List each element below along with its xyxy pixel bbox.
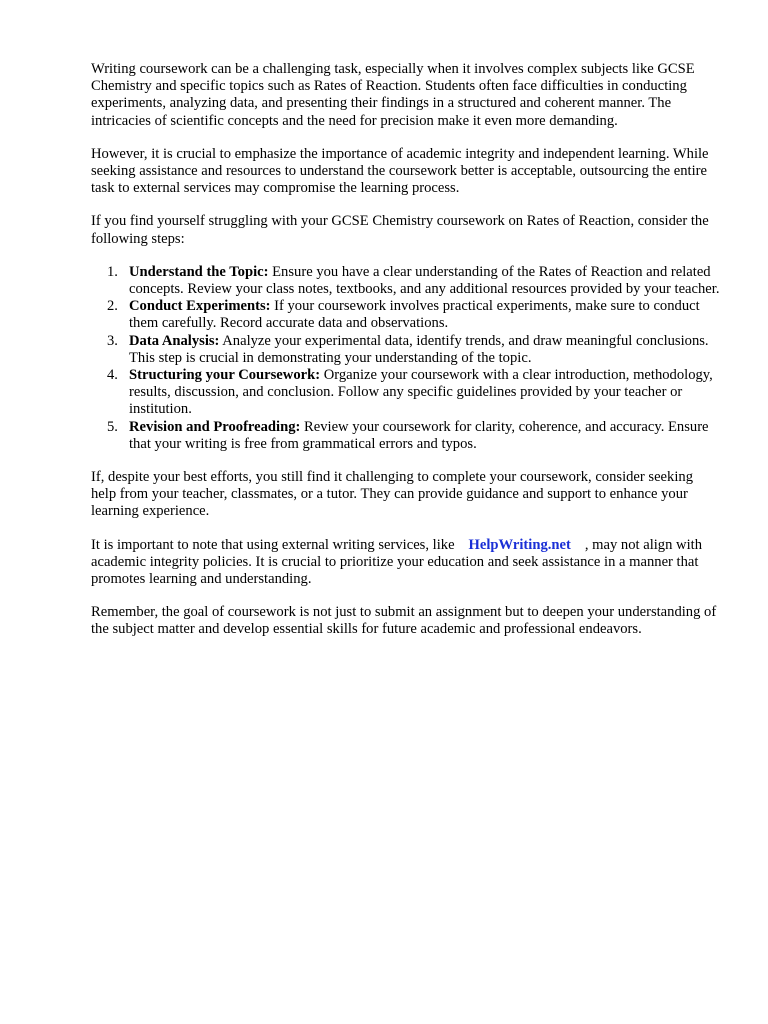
step-item — [91, 264, 721, 298]
steps-list — [91, 264, 721, 453]
step-number: 5. — [107, 418, 118, 435]
step-number: 2. — [107, 298, 118, 315]
step-item — [91, 367, 721, 419]
link-paragraph-after: , may not align with academic integrity policies. It is crucial to prioritize your education and seek assistance in a manner that promotes learning and understanding. — [91, 536, 702, 588]
step-title: Understand the Topic: — [129, 263, 269, 280]
help-paragraph: If, despite your best efforts, you still find it challenging to complete your coursework, consider seeking help from your teacher, classmates, or a tutor. They can provide guidance and support to enhance your learning experience. — [91, 469, 693, 520]
link-paragraph-before: It is important to note that using external writing services, like — [91, 536, 455, 553]
step-text: Ensure you have a clear understanding of the Rates of Reaction and related concepts. Review your class notes, textbooks, and any additional resources provided by your teacher. — [129, 263, 720, 298]
intro-paragraph-2: However, it is crucial to emphasize the importance of academic integrity and independent learning. While seeking assistance and resources to understand the coursework better is acceptable, outsourcing the entire task to external services may compromise the learning process. — [91, 145, 709, 197]
step-item — [91, 333, 721, 367]
intro-paragraph-3: If you find yourself struggling with your GCSE Chemistry coursework on Rates of Reaction, consider the following steps: — [91, 213, 709, 247]
intro-paragraph-1: Writing coursework can be a challenging task, especially when it involves complex subjects like GCSE Chemistry and specific topics such as Rates of Reaction. Students often face difficulties in conducting experiments, analyzing data, and presenting their findings in a structured and coherent manner. The intricacies of scientific concepts and the need for precision make it even more demanding. — [91, 61, 695, 129]
step-item — [91, 419, 721, 453]
step-title: Data Analysis: — [129, 332, 220, 349]
step-number: 4. — [107, 367, 118, 384]
step-text: If your coursework involves practical experiments, make sure to conduct them carefully. Record accurate data and observations. — [129, 298, 700, 332]
step-item — [91, 298, 721, 332]
step-text: Analyze your experimental data, identify trends, and draw meaningful conclusions. This step is crucial in demonstrating your understanding of the topic. — [129, 332, 709, 366]
step-number: 1. — [107, 263, 118, 280]
helpwriting-link[interactable]: HelpWriting.net — [468, 536, 571, 553]
step-title: Structuring your Coursework: — [129, 367, 321, 384]
step-title: Revision and Proofreading: — [129, 418, 301, 435]
step-title: Conduct Experiments: — [129, 298, 271, 315]
step-text: Organize your coursework with a clear introduction, methodology, results, discussion, and conclusion. Follow any specific guidelines provided by your teacher or institution. — [129, 367, 713, 418]
step-text: Review your coursework for clarity, coherence, and accuracy. Ensure that your writing is free from grammatical errors and typos. — [129, 418, 709, 452]
document-page — [91, 61, 721, 655]
closing-paragraph: Remember, the goal of coursework is not just to submit an assignment but to deepen your understanding of the subject matter and develop essential skills for future academic and professional endeavors. — [91, 604, 717, 638]
step-number: 3. — [107, 332, 118, 349]
link-paragraph — [91, 537, 721, 589]
